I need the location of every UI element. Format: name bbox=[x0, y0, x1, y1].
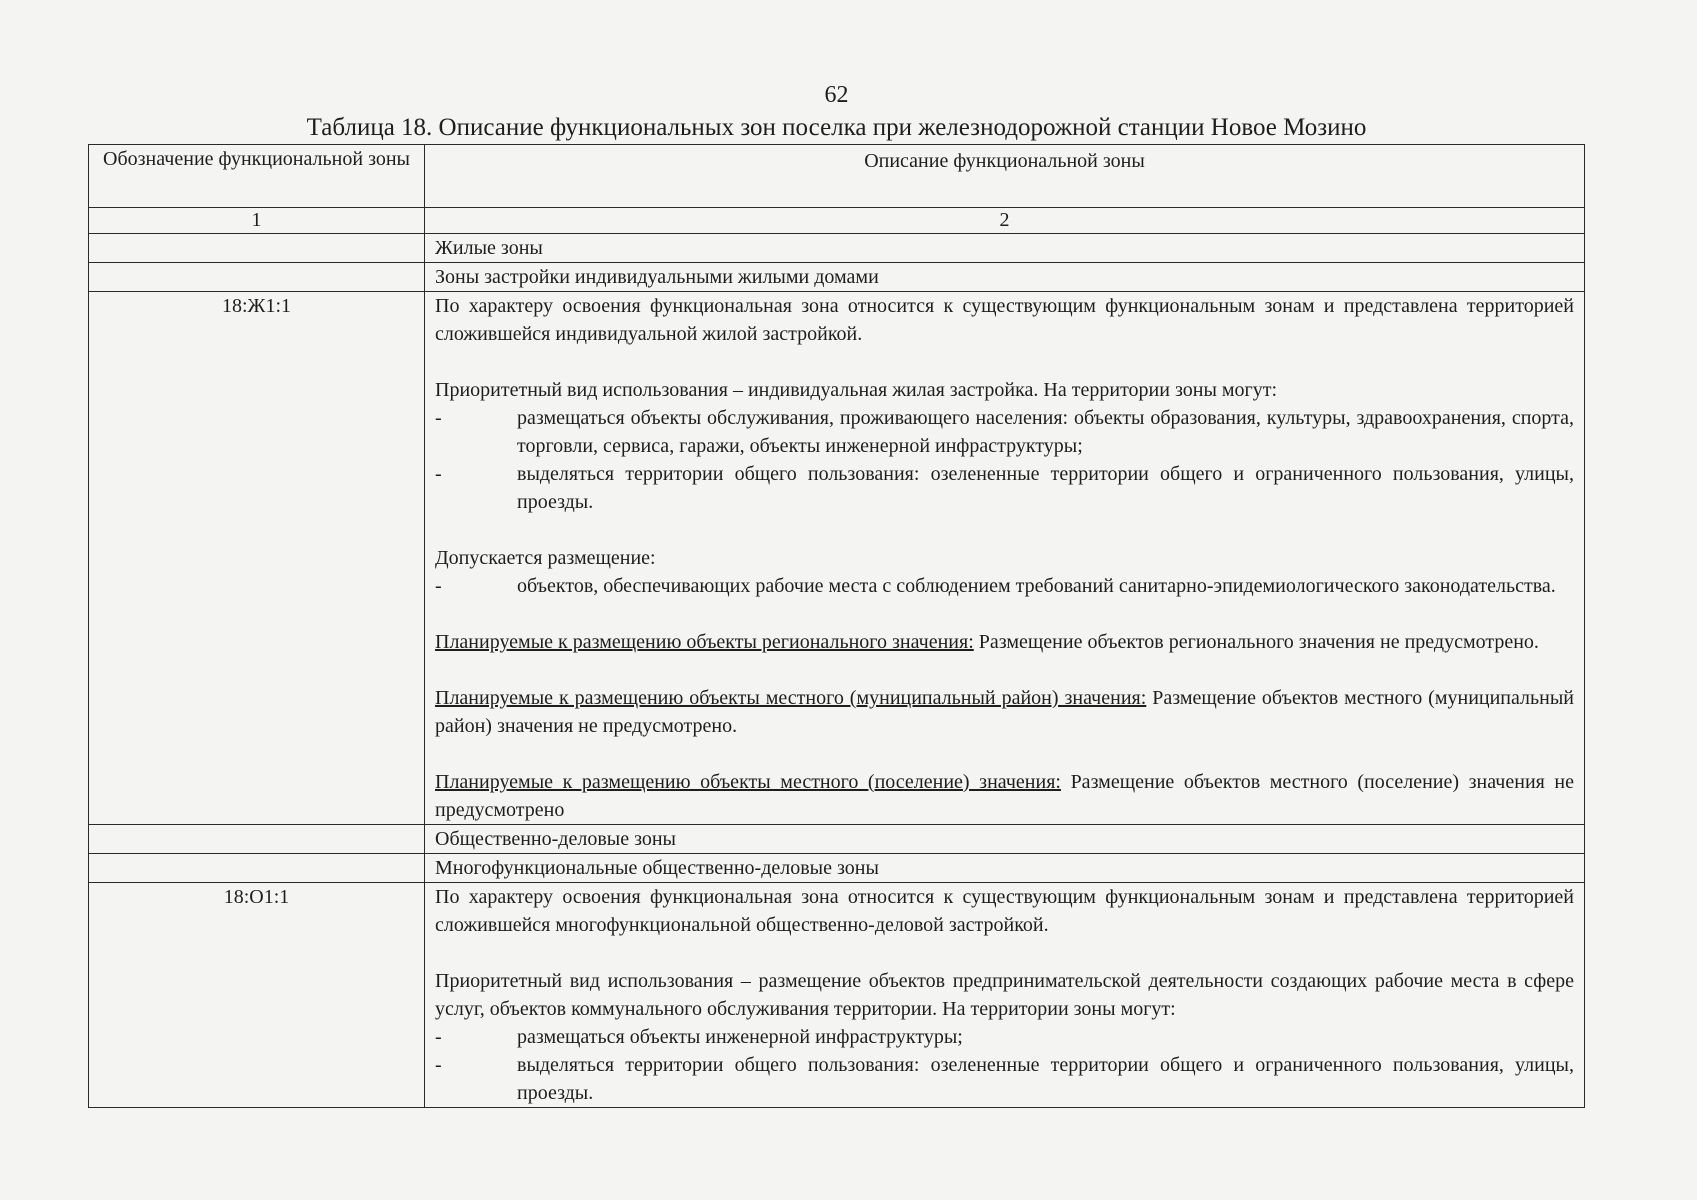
subsection-row bbox=[89, 854, 1585, 883]
column-number-row bbox=[89, 208, 1585, 234]
list-item-text: выделяться территории общего пользования: озелененные территории общего и ограниченного пользования, улицы, проезды. bbox=[517, 463, 1574, 513]
list-dash: - bbox=[435, 575, 442, 597]
zone-row bbox=[89, 292, 1585, 825]
planned-settlement bbox=[435, 768, 1574, 824]
subsection-title: Многофункциональные общественно-деловые зоны bbox=[425, 854, 1585, 883]
planned-regional bbox=[435, 628, 1574, 656]
zones-table bbox=[88, 144, 1585, 1108]
empty-cell bbox=[89, 825, 425, 854]
description-paragraph: По характеру освоения функциональная зона относится к существующим функциональным зонам и представлена территорией сложившейся многофункциональной общественно-деловой застройкой. bbox=[435, 886, 1574, 936]
list-dash: - bbox=[435, 463, 442, 485]
planned-municipal-text: Размещение объектов местного (муниципальный район) значения не предусмотрено. bbox=[435, 687, 1575, 737]
list-item bbox=[435, 1051, 1574, 1107]
section-title: Общественно-деловые зоны bbox=[425, 825, 1585, 854]
header-zone-code: Обозначение функциональной зоны bbox=[89, 145, 425, 208]
list-dash: - bbox=[435, 407, 442, 429]
empty-cell bbox=[89, 234, 425, 263]
description-paragraph: Приоритетный вид использования – размещение объектов предпринимательской деятельности создающих рабочие места в сфере услуг, объектов коммунального обслуживания территории. На территории зоны могут: bbox=[435, 970, 1574, 1020]
description-paragraph: По характеру освоения функциональная зона относится к существующим функциональным зонам и представлена территорией сложившейся индивидуальной жилой застройкой. bbox=[435, 295, 1574, 345]
header-zone-description: Описание функциональной зоны bbox=[425, 145, 1585, 208]
planned-municipal-label: Планируемые к размещению объекты местного (муниципальный район) значения: bbox=[435, 687, 1147, 709]
zone-description bbox=[425, 883, 1585, 1108]
list-item-text: размещаться объекты инженерной инфраструктуры; bbox=[517, 1026, 963, 1048]
list-item bbox=[435, 1023, 1574, 1051]
planned-municipal bbox=[435, 684, 1574, 740]
list-item bbox=[435, 460, 1574, 516]
list-item-text: выделяться территории общего пользования: озелененные территории общего и ограниченного пользования, улицы, проезды. bbox=[517, 1054, 1574, 1104]
zone-description bbox=[425, 292, 1585, 825]
empty-cell bbox=[89, 854, 425, 883]
empty-cell bbox=[89, 263, 425, 292]
zone-row bbox=[89, 883, 1585, 1108]
page-number: 62 bbox=[824, 82, 849, 108]
zone-code: 18:О1:1 bbox=[89, 883, 425, 1108]
list-item-text: объектов, обеспечивающих рабочие места с соблюдением требований санитарно-эпидемиологического законодательства. bbox=[517, 575, 1556, 597]
column-number: 1 bbox=[89, 208, 425, 234]
list-item bbox=[435, 404, 1574, 460]
subsection-row bbox=[89, 263, 1585, 292]
planned-regional-label: Планируемые к размещению объекты регионального значения: bbox=[435, 631, 974, 653]
planned-settlement-text: Размещение объектов местного (поселение) значения не предусмотрено bbox=[435, 771, 1575, 821]
table-header-row bbox=[89, 145, 1585, 208]
planned-regional-text: Размещение объектов регионального значения не предусмотрено. bbox=[978, 631, 1539, 653]
description-paragraph: Допускается размещение: bbox=[435, 547, 656, 569]
subsection-title: Зоны застройки индивидуальными жилыми домами bbox=[425, 263, 1585, 292]
list-dash: - bbox=[435, 1026, 442, 1048]
column-number: 2 bbox=[425, 208, 1585, 234]
planned-settlement-label: Планируемые к размещению объекты местного (поселение) значения: bbox=[435, 771, 1061, 793]
zone-code: 18:Ж1:1 bbox=[89, 292, 425, 825]
list-dash: - bbox=[435, 1054, 442, 1076]
section-title: Жилые зоны bbox=[425, 234, 1585, 263]
list-item-text: размещаться объекты обслуживания, проживающего населения: объекты образования, культуры, здравоохранения, спорта, торговли, сервиса, гаражи, объекты инженерной инфраструктуры; bbox=[517, 407, 1574, 457]
list-item bbox=[435, 572, 1574, 600]
section-row bbox=[89, 234, 1585, 263]
table-caption: Таблица 18. Описание функциональных зон поселка при железнодорожной станции Новое Мозино bbox=[306, 114, 1367, 141]
description-paragraph: Приоритетный вид использования – индивидуальная жилая застройка. На территории зоны могут: bbox=[435, 379, 1278, 401]
section-row bbox=[89, 825, 1585, 854]
